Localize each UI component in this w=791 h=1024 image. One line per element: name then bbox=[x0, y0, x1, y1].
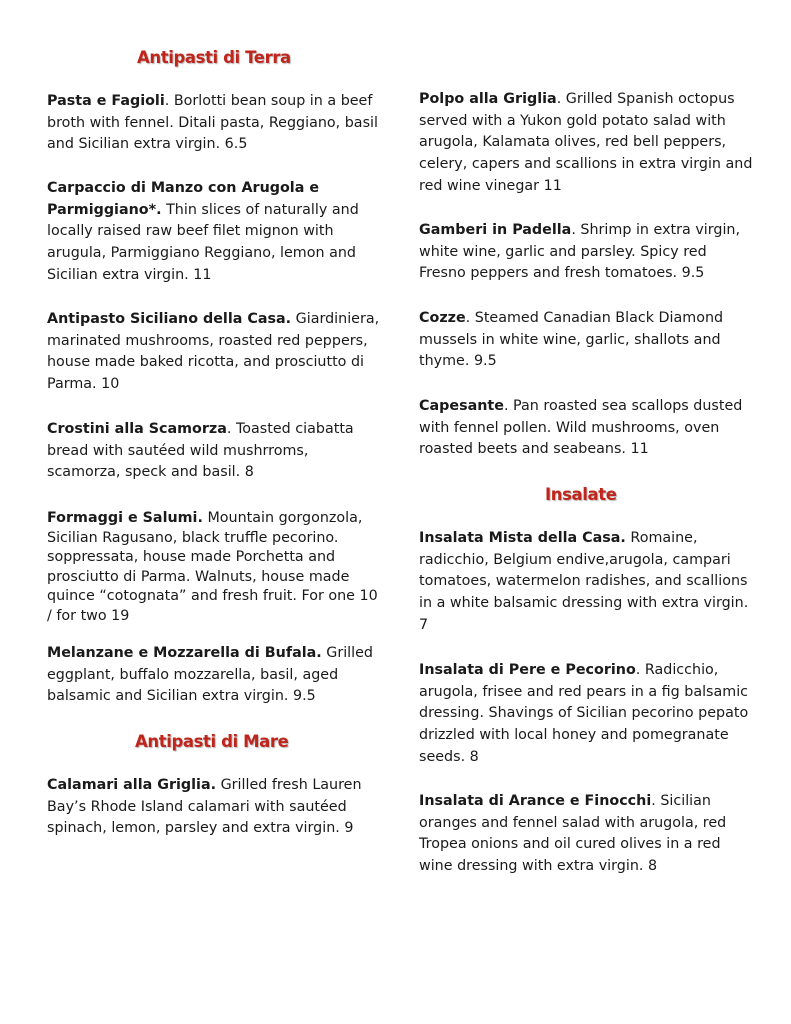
menu-item-name: Capesante bbox=[419, 398, 504, 414]
menu-item-name: Insalata di Arance e Finocchi bbox=[419, 793, 652, 809]
menu-item-name: Melanzane e Mozzarella di Bufala. bbox=[47, 645, 322, 661]
section-heading-insalate: Insalate bbox=[545, 485, 617, 504]
menu-item-name: Antipasto Siciliano della Casa. bbox=[47, 311, 292, 327]
menu-item-description: Shrimp in extra virgin, white wine, garlic and parsley. Spicy red Fresno peppers and fresh tomatoes. 9.5 bbox=[419, 222, 741, 282]
menu-item-description: Thin slices of naturally and locally raised raw beef filet mignon with arugula, Parmiggiano Reggiano, lemon and Sicilian extra virgin. 11 bbox=[47, 201, 359, 283]
menu-item-name: Pasta e Fagioli bbox=[47, 93, 165, 109]
menu-item-antipasto-siciliano bbox=[47, 309, 382, 396]
menu-item-description: Grilled fresh Lauren Bay’s Rhode Island calamari with sautéed spinach, lemon, parsley and extra virgin. 9 bbox=[47, 777, 362, 837]
menu-item-calamari bbox=[47, 775, 382, 840]
menu-item-crostini bbox=[47, 419, 382, 484]
menu-item-name: Cozze bbox=[419, 310, 466, 326]
separator: . bbox=[571, 222, 581, 238]
menu-item-name: Crostini alla Scamorza bbox=[47, 421, 227, 437]
separator: . bbox=[651, 793, 661, 809]
menu-item-insalata-arance bbox=[419, 791, 754, 878]
menu-item-name: Calamari alla Griglia. bbox=[47, 777, 217, 793]
menu-item-description: Grilled eggplant, buffalo mozzarella, basil, aged balsamic and Sicilian extra virgin. 9.5 bbox=[47, 645, 373, 705]
section-heading-antipasti-di-mare: Antipasti di Mare bbox=[135, 732, 289, 751]
menu-item-capesante bbox=[419, 396, 754, 461]
separator: . bbox=[226, 421, 236, 437]
menu-item-name: Gamberi in Padella bbox=[419, 222, 572, 238]
menu-item-insalata-mista bbox=[419, 528, 754, 637]
menu-item-formaggi-e-salumi bbox=[47, 509, 382, 626]
menu-item-description: Sicilian oranges and fennel salad with arugola, red Tropea onions and oil cured olives in a red wine dressing with extra virgin. 8 bbox=[419, 793, 727, 875]
menu-item-name: Formaggi e Salumi. bbox=[47, 510, 203, 526]
menu-item-name: Insalata Mista della Casa. bbox=[419, 530, 626, 546]
menu-item-polpo bbox=[419, 89, 754, 198]
menu-item-description: Pan roasted sea scallops dusted with fennel pollen. Wild mushrooms, oven roasted beets and seabeans. 11 bbox=[419, 398, 743, 458]
section-heading-antipasti-di-terra: Antipasti di Terra bbox=[137, 48, 291, 67]
menu-item-description: Mountain gorgonzola, Sicilian Ragusano, black truffle pecorino. soppressata, house made Porchetta and prosciutto di Parma. Walnuts, house made quince “cotognata” and fresh fruit. For one 10 / for two 19 bbox=[47, 510, 378, 624]
menu-item-melanzane bbox=[47, 643, 382, 708]
menu-item-cozze bbox=[419, 308, 754, 373]
menu-item-carpaccio bbox=[47, 178, 382, 287]
separator: . bbox=[635, 662, 645, 678]
menu-item-name: Carpaccio di Manzo con Arugola e Parmiggiano*. bbox=[47, 180, 320, 218]
separator: . bbox=[465, 310, 475, 326]
separator: . bbox=[503, 398, 514, 414]
menu-item-description: Radicchio, arugola, frisee and red pears in a fig balsamic dressing. Shavings of Sicilian pecorino pepato drizzled with local honey and pomegranate seeds. 8 bbox=[419, 662, 749, 765]
separator: . bbox=[164, 93, 174, 109]
menu-item-name: Insalata di Pere e Pecorino bbox=[419, 662, 636, 678]
menu-item-name: Polpo alla Griglia bbox=[419, 91, 557, 107]
menu-item-gamberi bbox=[419, 220, 754, 285]
menu-item-pasta-e-fagioli bbox=[47, 91, 382, 156]
menu-item-description: Giardiniera, marinated mushrooms, roasted red peppers, house made baked ricotta, and prosciutto di Parma. 10 bbox=[47, 311, 380, 393]
menu-item-description: Romaine, radicchio, Belgium endive,arugola, campari tomatoes, watermelon radishes, and scallions in a white balsamic dressing with extra virgin. 7 bbox=[419, 530, 749, 633]
menu-item-description: Steamed Canadian Black Diamond mussels in white wine, garlic, shallots and thyme. 9.5 bbox=[419, 310, 724, 370]
menu-item-description: Borlotti bean soup in a beef broth with fennel. Ditali pasta, Reggiano, basil and Sicilian extra virgin. 6.5 bbox=[47, 93, 378, 153]
menu-item-description: Grilled Spanish octopus served with a Yukon gold potato salad with arugola, Kalamata olives, red bell peppers, celery, capers and scallions in extra virgin and red wine vinegar 11 bbox=[419, 91, 753, 194]
separator: . bbox=[556, 91, 566, 107]
menu-item-insalata-pere bbox=[419, 660, 754, 769]
menu-item-description: Toasted ciabatta bread with sautéed wild mushrroms, scamorza, speck and basil. 8 bbox=[47, 421, 354, 481]
